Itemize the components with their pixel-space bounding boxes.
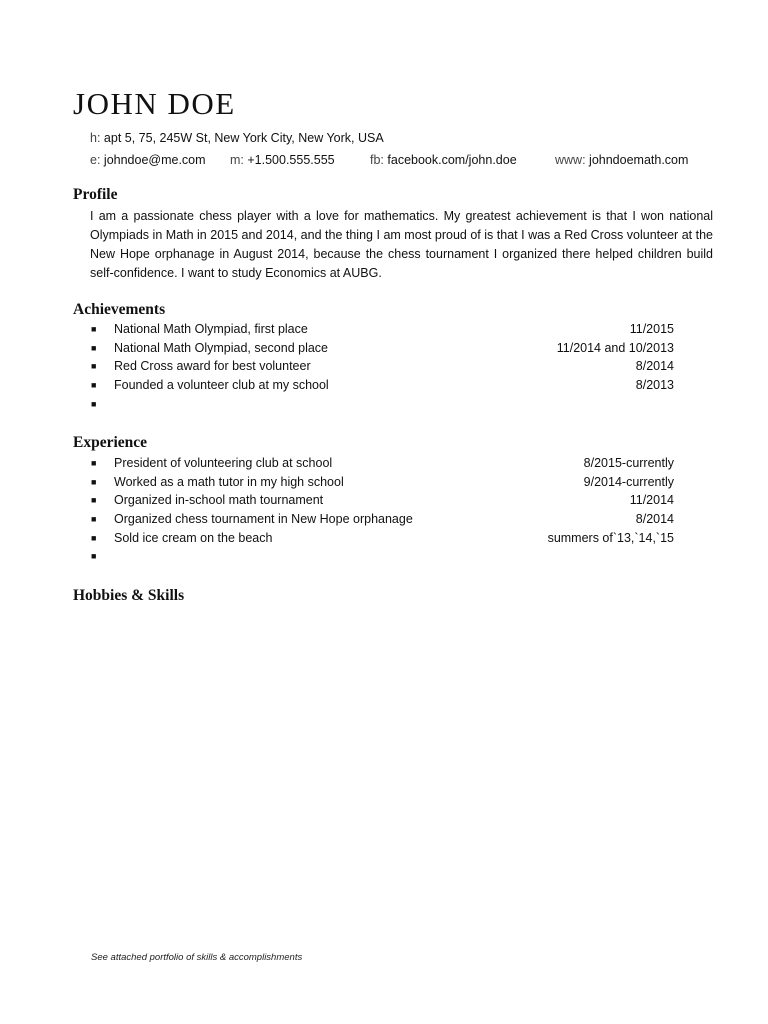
list-item <box>90 376 674 395</box>
item-date: 8/2015-currently <box>583 456 674 470</box>
bullet-icon: ■ <box>91 551 97 562</box>
profile-heading: Profile <box>73 186 118 203</box>
address-label: h: <box>90 131 101 145</box>
profile-text: I am a passionate chess player with a love for mathematics. My greatest achievement is that I won national Olympiads in Math in 2015 and 2014, and the thing I am most proud of is that I was a Red Cross volunteer at the New Hope orphanage in August 2014, because the chess tournament I organized there helped children build self-confidence. I want to study Economics at AUBG. <box>90 209 713 280</box>
website-entry <box>555 153 688 167</box>
list-item <box>90 529 674 548</box>
website-value: johndoemath.com <box>589 153 689 167</box>
item-date: 8/2014 <box>635 512 674 527</box>
item-text: Organized in-school math tournament <box>114 493 324 508</box>
item-text: Organized chess tournament in New Hope orphanage <box>114 512 413 527</box>
item-date: 11/2015 <box>629 322 674 336</box>
phone-label: m: <box>230 153 244 167</box>
list-item <box>90 339 674 358</box>
item-date: 9/2014-currently <box>583 474 674 489</box>
footnote: See attached portfolio of skills & accomplishments <box>91 952 303 963</box>
address-value: apt 5, 75, 245W St, New York City, New York, USA <box>103 131 384 145</box>
item-text: President of volunteering club at school <box>114 456 333 470</box>
achievements-heading: Achievements <box>73 301 166 318</box>
list-item <box>90 547 674 566</box>
bullet-icon: ■ <box>91 380 97 391</box>
experience-list <box>90 454 674 566</box>
email-label: e: <box>90 153 101 167</box>
item-date: 11/2014 and 10/2013 <box>556 340 674 355</box>
email-entry <box>90 153 206 167</box>
experience-heading: Experience <box>73 434 148 451</box>
bullet-icon: ■ <box>91 495 97 506</box>
bullet-icon: ■ <box>91 458 97 468</box>
item-text: National Math Olympiad, first place <box>114 322 308 336</box>
bullet-icon: ■ <box>91 476 97 487</box>
item-date: 11/2014 <box>629 493 674 508</box>
list-item <box>90 454 674 473</box>
bullet-icon: ■ <box>91 324 97 334</box>
facebook-value: facebook.com/john.doe <box>387 153 517 167</box>
email-value: johndoe@me.com <box>103 153 206 167</box>
item-text: Founded a volunteer club at my school <box>114 378 329 393</box>
bullet-icon: ■ <box>91 398 97 409</box>
facebook-entry <box>370 153 517 167</box>
bullet-icon: ■ <box>91 342 97 353</box>
bullet-icon: ■ <box>91 361 97 372</box>
item-date: summers of`13,`14,`15 <box>547 530 674 545</box>
phone-entry <box>230 153 335 167</box>
bullet-icon: ■ <box>91 514 97 525</box>
item-text: Sold ice cream on the beach <box>114 530 273 545</box>
achievements-list <box>90 320 674 413</box>
resume-name: JOHN DOE <box>73 86 236 121</box>
list-item <box>90 473 674 492</box>
website-label: www: <box>555 153 586 167</box>
hobbies-heading: Hobbies & Skills <box>73 587 185 604</box>
list-item <box>90 357 674 376</box>
address-line <box>90 131 384 145</box>
phone-value: +1.500.555.555 <box>247 153 335 167</box>
facebook-label: fb: <box>370 153 384 167</box>
list-item <box>90 320 674 339</box>
item-date: 8/2013 <box>635 378 674 393</box>
list-item <box>90 491 674 510</box>
list-item <box>90 510 674 529</box>
bullet-icon: ■ <box>91 532 97 543</box>
item-text: Worked as a math tutor in my high school <box>114 474 344 489</box>
item-text: Red Cross award for best volunteer <box>114 359 311 374</box>
list-item <box>90 395 674 414</box>
item-text: National Math Olympiad, second place <box>114 340 329 355</box>
item-date: 8/2014 <box>635 359 674 374</box>
